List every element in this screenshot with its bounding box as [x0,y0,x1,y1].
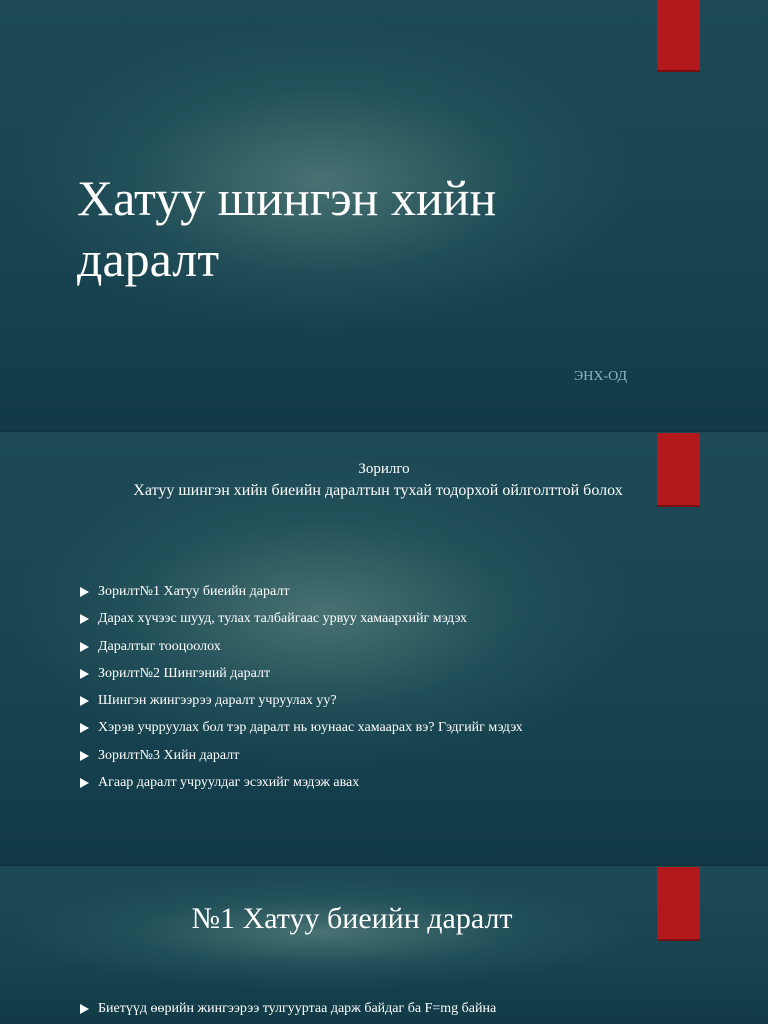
bullet-text: Хэрэв учрруулах бол тэр даралт нь юунаас хамаарах вэ? Гэдгийг мэдэх [98,720,523,736]
goal-heading: Зорилго [358,461,410,477]
bullet-arrow-icon [80,778,89,788]
bullet-text: Шингэн жингээрээ даралт учруулах уу? [98,693,337,709]
bullet-text: Дарах хүчээс шууд, тулах талбайгаас урвуу хамаархийг мэдэх [98,611,467,627]
bullet-arrow-icon [80,1004,89,1014]
goal-text: Хатуу шингэн хийн биеийн даралтын тухай тодорхой ойлголттой болох [133,482,623,499]
bullet-item [77,609,523,636]
bullet-arrow-icon [80,614,89,624]
slide-title: №1 Хатуу биеийн даралт [191,902,513,935]
bullet-text: Зорилт№1 Хатуу биеийн даралт [98,584,290,599]
accent-bar [657,0,700,72]
bullet-arrow-icon [80,669,89,679]
bullet-item [77,664,523,691]
bullet-arrow-icon [80,642,89,652]
bullet-item [77,746,523,773]
bullet-text: Зорилт№3 Хийн даралт [98,747,240,763]
bullet-item [77,582,523,609]
bullet-arrow-icon [80,751,89,761]
slide-1 [0,0,768,430]
slide-title: Хатуу шингэн хийн даралт [77,170,497,287]
bullet-list [77,582,523,800]
bullet-text: Биетүүд өөрийн жингээрээ тулгууртаа дарж байдаг ба F=mg байна [98,1001,497,1016]
bullet-text: Агаар даралт учруулдаг эсэхийг мэдэж авах [98,775,360,791]
bullet-item [77,637,523,664]
author-name: ЭНХ-ОД [574,369,628,384]
bullet-item [77,691,523,718]
bullet-text: Зорилт№2 Шингэний даралт [98,665,271,681]
bullet-item [77,718,523,745]
bullet-arrow-icon [80,587,89,597]
bullet-arrow-icon [80,696,89,706]
bullet-item [77,773,523,800]
bullet-arrow-icon [80,723,89,733]
slide-3 [0,866,768,1024]
bullet-item [77,999,496,1019]
slide-2 [0,432,768,864]
bullet-text: Даралтыг тооцоолох [98,638,221,654]
